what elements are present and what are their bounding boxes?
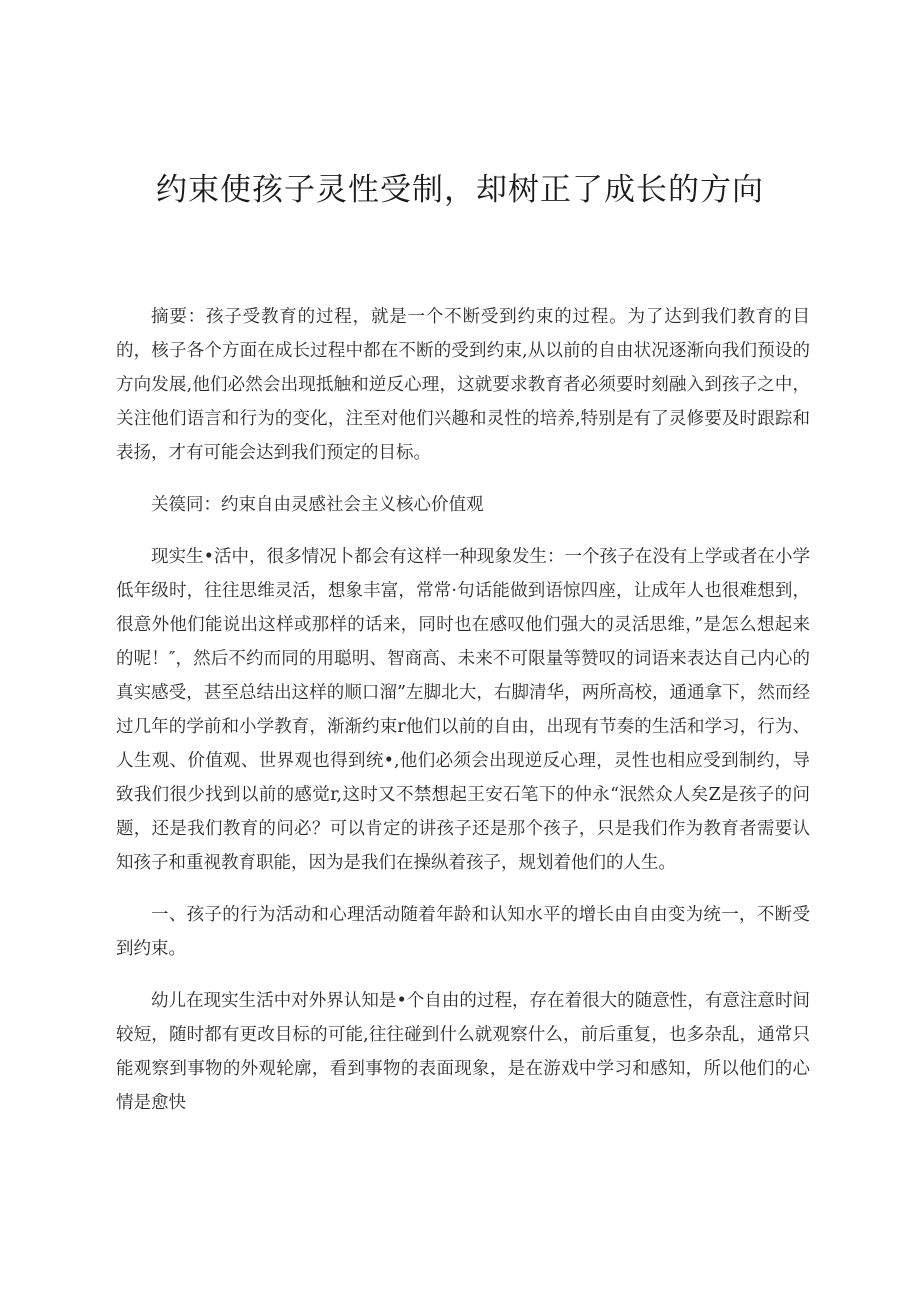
keywords-paragraph: 关篌同：约束自由灵感社会主义核心价值观 — [151, 495, 484, 515]
document-body — [116, 300, 810, 1120]
abstract-paragraph: 摘要：孩子受教育的过程，就是一个不断受到约束的过程。为了达到我们教育的目的，核子各个方面在成长过程中都在不断的受到约束,从以前的自由状况逐渐向我们预设的方向发展,他们必然会出现抵触和逆反心理，这就要求教育者必须要时刻融入到孩子之中，关注他们语言和行为的变化，注至对他们兴趣和灵性的培养,特别是有了灵修要及时跟踪和表扬，才有可能会达到我们预定的目标。 — [116, 307, 810, 463]
intro-paragraph: 现实生•活中，很多情况卜都会有这样一种现象发生：一个孩子在没有上学或者在小学低年级时，往往思维灵活，想象丰富，常常·句话能做到语惊四座，让成年人也很难想到，很意外他们能说出这样或那样的话来，同时也在感叹他们强大的灵活思维，”是怎么想起来的呢！″，然后不约而同的用聪明、智商高、未来不可限量等赞叹的词语来表达自己内心的真实感受，甚至总结出这样的顺口溜”左脚北大，右脚清华，两所高校，通通拿下，然而经过几年的学前和小学教育，渐渐约束r他们以前的自由，出现有节奏的生活和学习，行为、人生观、价值观、世界观也得到统•,他们必须会出现逆反心理，灵性也相应受到制约，导致我们很少找到以前的感觉r,这时又不禁想起王安石笔下的仲永“泯然众人矣Z是孩子的问题，还是我们教育的问必？可以肯定的讲孩子还是那个孩子，只是我们作为教育者需要认知孩子和重视教育职能，因为是我们在操纵着孩子，规划着他们的人生。 — [116, 547, 810, 873]
document-title: 约束使孩子灵性受制，却树正了成长的方向 — [156, 172, 764, 208]
section-heading-1: 一、孩子的行为活动和心理活动随着年龄和认知水平的增长由自由变为统一，不断受到约束。 — [116, 905, 810, 959]
section-paragraph-1: 幼儿在现实生活中对外界认知是•个自由的过程，存在着很大的随意性，有意注意时间较短，随时都有更改目标的可能,往往碰到什么就观察什么，前后重复，也多杂乱，通常只能观察到事物的外观轮廓，看到事物的表面现象，是在游戏中学习和感知，所以他们的心情是愈快 — [116, 991, 810, 1113]
